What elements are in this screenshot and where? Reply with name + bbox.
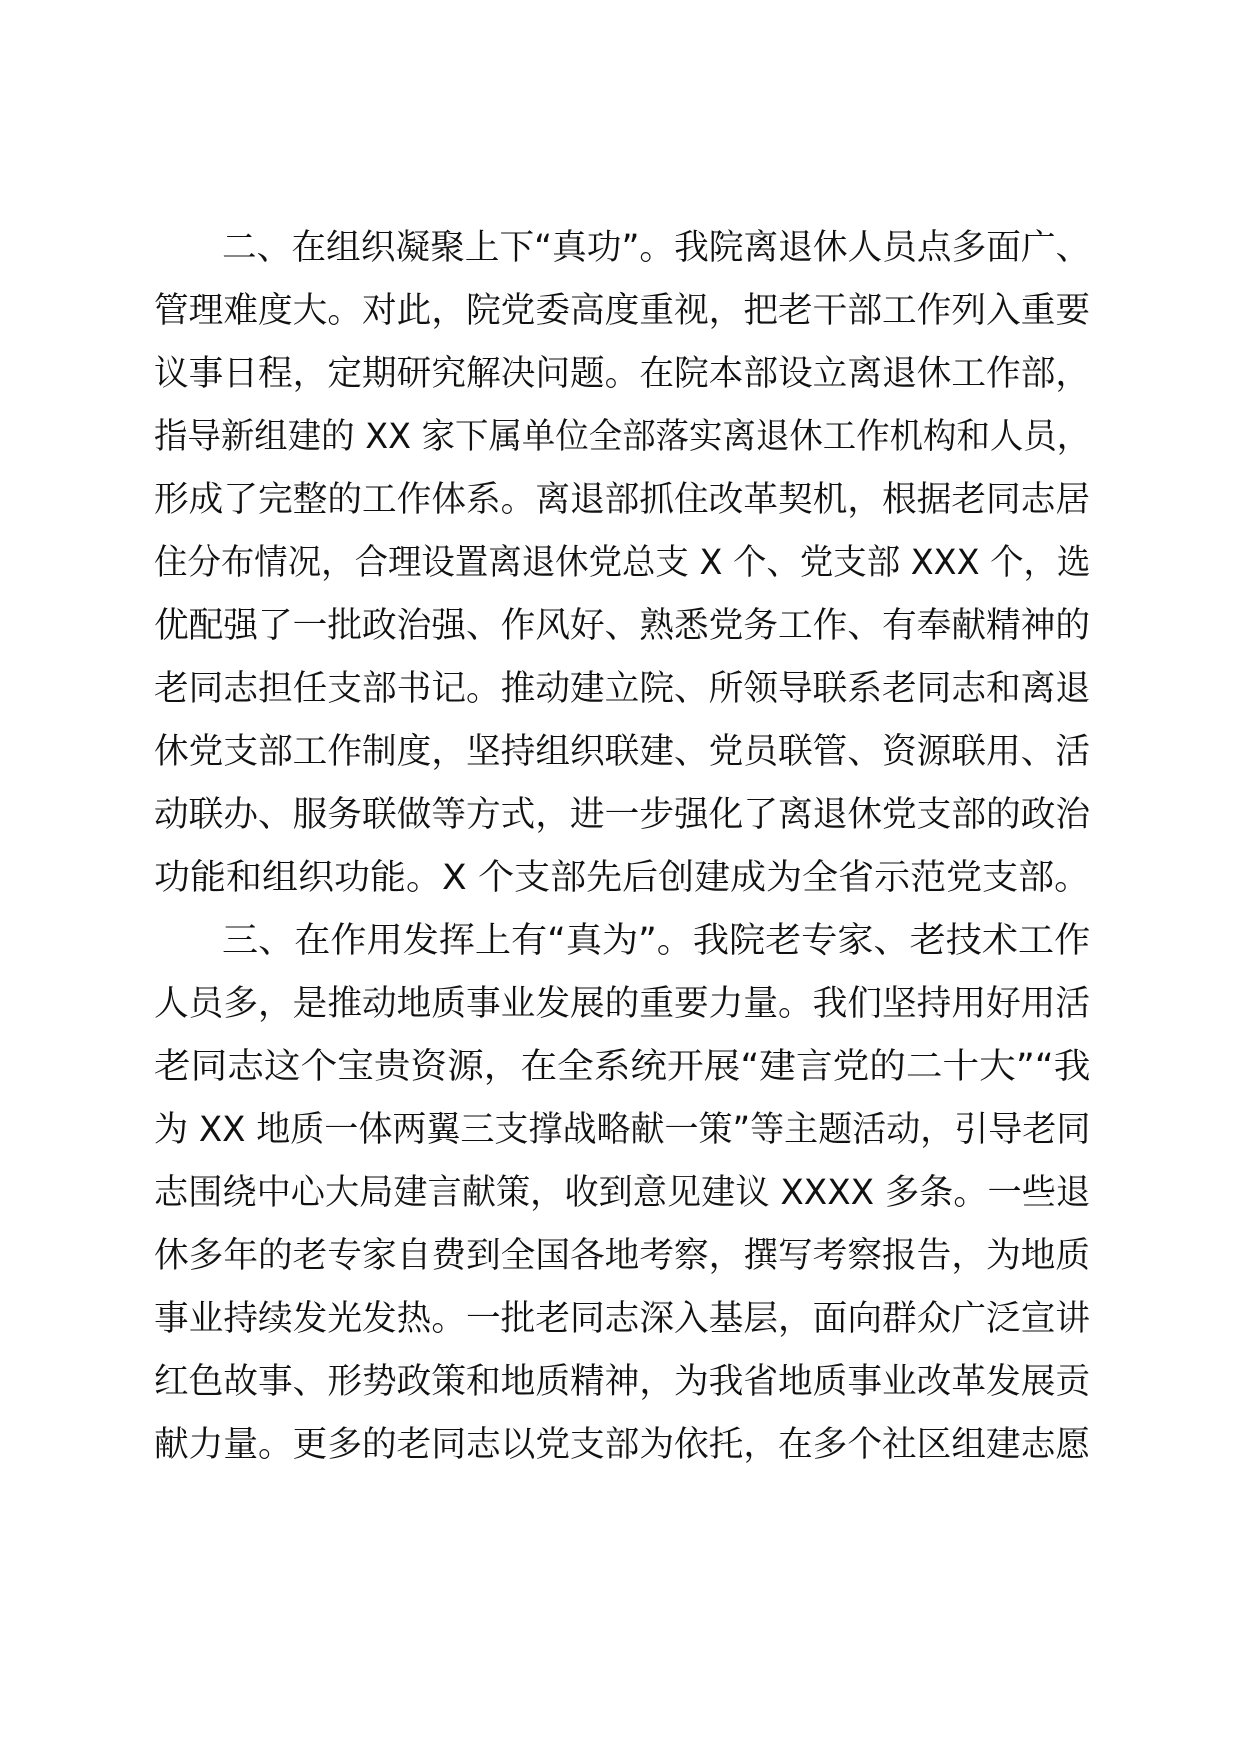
- paragraph-3-line-9: 献力量。更多的老同志以党支部为依托，在多个社区组建志愿: [154, 1425, 1091, 1465]
- paragraph-2-line-4: 指导新组建的 XX 家下属单位全部落实离退休工作机构和人员，: [154, 417, 1091, 457]
- paragraph-2-line-9: 休党支部工作制度，坚持组织联建、党员联管、资源联用、活: [154, 732, 1091, 772]
- paragraph-2-line-11: 功能和组织功能。X 个支部先后创建成为全省示范党支部。: [154, 858, 1091, 898]
- paragraph-3-line-5: 志围绕中心大局建言献策，收到意见建议 XXXX 多条。一些退: [154, 1173, 1091, 1213]
- paragraph-2-line-10: 动联办、服务联做等方式，进一步强化了离退休党支部的政治: [154, 795, 1091, 835]
- paragraph-2-line-6: 住分布情况，合理设置离退休党总支 X 个、党支部 XXX 个，选: [154, 543, 1091, 583]
- paragraph-3-line-2: 人员多，是推动地质事业发展的重要力量。我们坚持用好用活: [154, 984, 1091, 1024]
- paragraph-2-line-3: 议事日程，定期研究解决问题。在院本部设立离退休工作部，: [154, 354, 1091, 394]
- paragraph-3-line-6: 休多年的老专家自费到全国各地考察，撰写考察报告，为地质: [154, 1236, 1091, 1276]
- paragraph-3-line-4: 为 XX 地质一体两翼三支撑战略献一策”等主题活动，引导老同: [154, 1110, 1091, 1150]
- paragraph-2-line-1: 二、在组织凝聚上下“真功”。我院离退休人员点多面广、: [222, 228, 1091, 268]
- paragraph-2-line-7: 优配强了一批政治强、作风好、熟悉党务工作、有奉献精神的: [154, 606, 1091, 646]
- paragraph-3-line-1: 三、在作用发挥上有“真为”。我院老专家、老技术工作: [222, 921, 1091, 961]
- paragraph-3-line-7: 事业持续发光发热。一批老同志深入基层，面向群众广泛宣讲: [154, 1299, 1091, 1339]
- paragraph-2-line-5: 形成了完整的工作体系。离退部抓住改革契机，根据老同志居: [154, 480, 1091, 520]
- paragraph-2-line-2: 管理难度大。对此，院党委高度重视，把老干部工作列入重要: [154, 291, 1091, 331]
- paragraph-3-line-3: 老同志这个宝贵资源，在全系统开展“建言党的二十大”“我: [154, 1047, 1091, 1087]
- paragraph-2-line-8: 老同志担任支部书记。推动建立院、所领导联系老同志和离退: [154, 669, 1091, 709]
- paragraph-3-line-8: 红色故事、形势政策和地质精神，为我省地质事业改革发展贡: [154, 1362, 1091, 1402]
